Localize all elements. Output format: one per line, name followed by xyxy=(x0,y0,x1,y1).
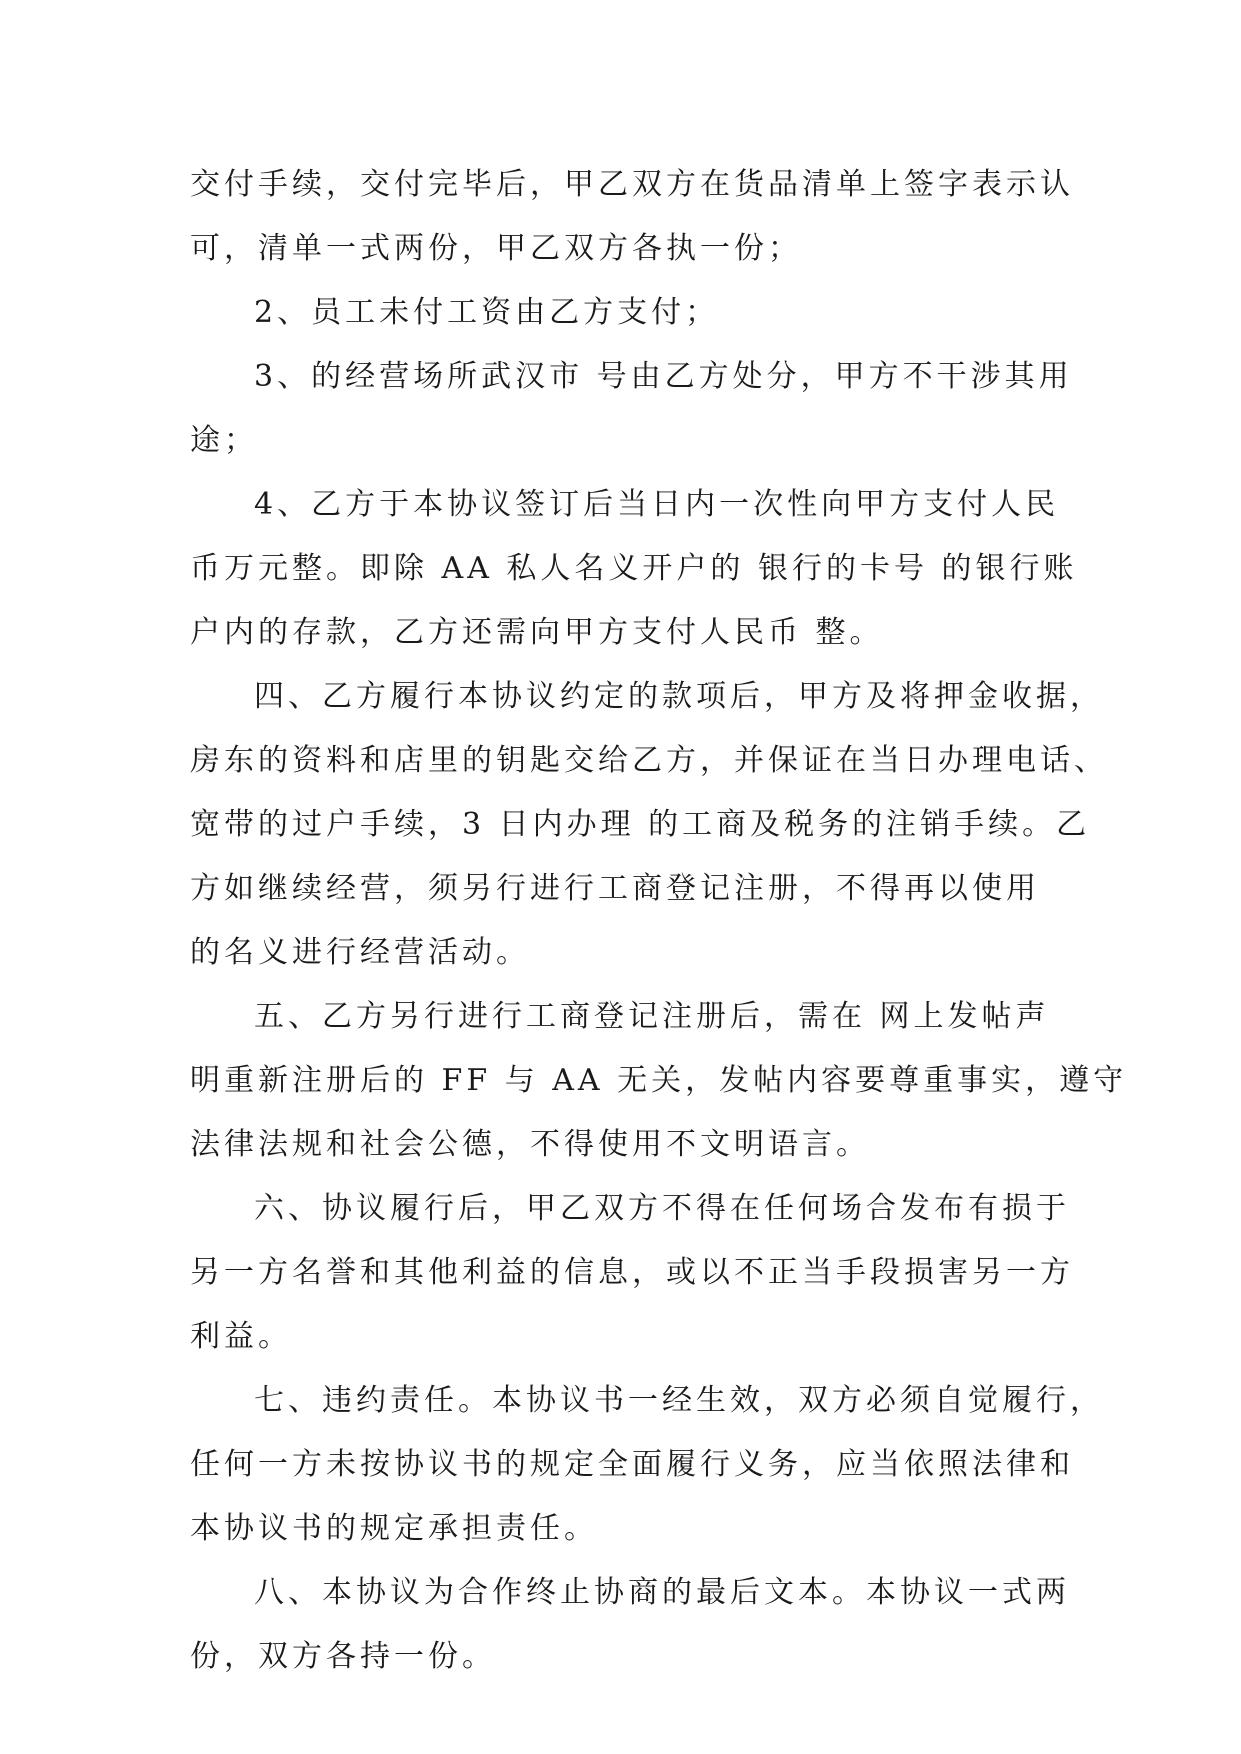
text-line: 的名义进行经营活动。 xyxy=(190,935,530,970)
text-line: 币万元整。即除 AA 私人名义开户的 银行的卡号 的银行账 xyxy=(190,551,1078,586)
text-line: 房东的资料和店里的钥匙交给乙方，并保证在当日办理电话、 xyxy=(190,743,1108,778)
paragraph-delivery xyxy=(190,153,1074,281)
paragraph-section-5 xyxy=(190,985,1128,1177)
paragraph-item-2 xyxy=(190,281,1050,345)
paragraph-item-4 xyxy=(190,473,1078,665)
text-line: 明重新注册后的 FF 与 AA 无关，发帖内容要尊重事实，遵守 xyxy=(190,1063,1128,1098)
text-line: 七、违约责任。本协议书一经生效，双方必须自觉履行， xyxy=(254,1383,1104,1418)
text-line: 可，清单一式两份，甲乙双方各执一份； xyxy=(190,231,802,266)
text-line: 交付手续，交付完毕后，甲乙双方在货品清单上签字表示认 xyxy=(190,167,1074,202)
text-line: 四、乙方履行本协议约定的款项后，甲方及将押金收据， xyxy=(254,679,1104,714)
paragraph-section-6 xyxy=(190,1177,1074,1369)
paragraph-section-4 xyxy=(190,665,1108,985)
text-line: 途； xyxy=(190,423,258,458)
text-line: 五、乙方另行进行工商登记注册后，需在 网上发帖声 xyxy=(254,999,1050,1034)
text-line: 法律法规和社会公德，不得使用不文明语言。 xyxy=(190,1127,870,1162)
document-body xyxy=(190,153,1128,1689)
text-line: 六、协议履行后，甲乙双方不得在任何场合发布有损于 xyxy=(254,1191,1070,1226)
paragraph-section-7 xyxy=(190,1369,1104,1561)
paragraph-section-8 xyxy=(190,1561,1070,1689)
text-line: 本协议书的规定承担责任。 xyxy=(190,1511,598,1546)
text-line: 份，双方各持一份。 xyxy=(190,1639,496,1674)
text-line: 任何一方未按协议书的规定全面履行义务，应当依照法律和 xyxy=(190,1447,1074,1482)
text-line: 3、的经营场所武汉市 号由乙方处分，甲方不干涉其用 xyxy=(254,359,1073,394)
text-line: 2、员工未付工资由乙方支付； xyxy=(254,295,720,330)
paragraph-item-3 xyxy=(190,345,1073,473)
text-line: 方如继续经营，须另行进行工商登记注册，不得再以使用 xyxy=(190,871,1040,906)
text-line: 八、本协议为合作终止协商的最后文本。本协议一式两 xyxy=(254,1575,1070,1610)
text-line: 4、乙方于本协议签订后当日内一次性向甲方支付人民 xyxy=(254,487,1060,522)
text-line: 宽带的过户手续，3 日内办理 的工商及税务的注销手续。乙 xyxy=(190,807,1091,842)
text-line: 另一方名誉和其他利益的信息，或以不正当手段损害另一方 xyxy=(190,1255,1074,1290)
text-line: 利益。 xyxy=(190,1319,292,1354)
text-line: 户内的存款，乙方还需向甲方支付人民币 整。 xyxy=(190,615,884,650)
